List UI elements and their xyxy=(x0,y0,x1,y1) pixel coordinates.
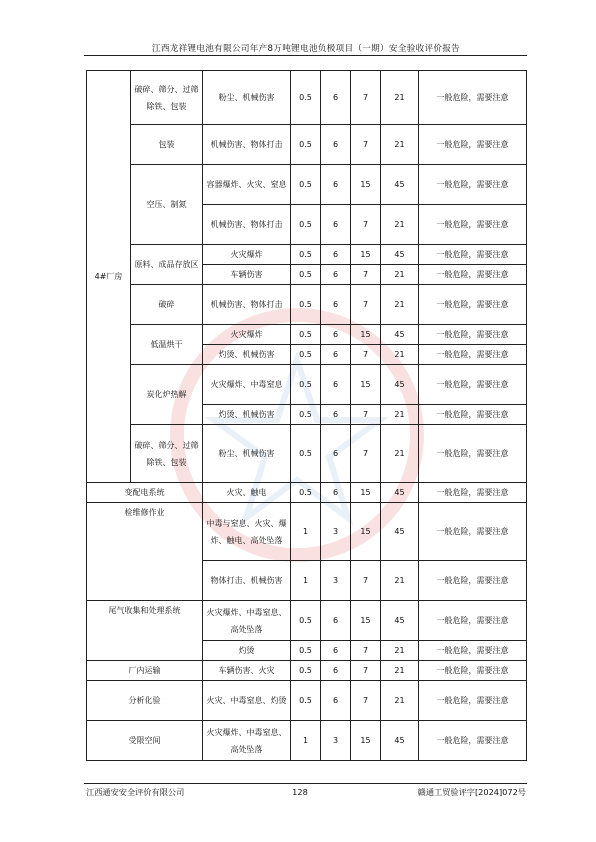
header-rule xyxy=(84,55,527,56)
e-value-cell: 6 xyxy=(321,205,351,245)
risk-evaluation-table xyxy=(86,70,527,761)
table-row xyxy=(87,601,527,641)
l-value-cell: 0.5 xyxy=(291,71,321,125)
c-value-cell: 7 xyxy=(351,681,381,721)
e-value-cell: 6 xyxy=(321,483,351,503)
l-value-cell: 0.5 xyxy=(291,265,321,285)
c-value-cell: 7 xyxy=(351,661,381,681)
c-value-cell: 7 xyxy=(351,561,381,601)
risk-level-cell: 一般危险，需要注意 xyxy=(419,71,527,125)
e-value-cell: 6 xyxy=(321,265,351,285)
table-row xyxy=(87,365,527,405)
d-value-cell: 45 xyxy=(381,721,419,761)
risk-level-cell: 一般危险，需要注意 xyxy=(419,721,527,761)
table-row xyxy=(87,425,527,483)
c-value-cell: 7 xyxy=(351,71,381,125)
d-value-cell: 21 xyxy=(381,561,419,601)
d-value-cell: 21 xyxy=(381,71,419,125)
e-value-cell: 3 xyxy=(321,561,351,601)
d-value-cell: 21 xyxy=(381,125,419,165)
c-value-cell: 15 xyxy=(351,483,381,503)
d-value-cell: 45 xyxy=(381,165,419,205)
l-value-cell: 0.5 xyxy=(291,365,321,405)
l-value-cell: 1 xyxy=(291,721,321,761)
c-value-cell: 7 xyxy=(351,405,381,425)
process-cell: 包装 xyxy=(131,125,203,165)
hazard-cell: 机械伤害、物体打击 xyxy=(203,285,291,325)
l-value-cell: 1 xyxy=(291,561,321,601)
hazard-cell: 火灾爆炸、中毒窒息 xyxy=(203,365,291,405)
l-value-cell: 0.5 xyxy=(291,483,321,503)
c-value-cell: 7 xyxy=(351,265,381,285)
unit-cell: 分析化验 xyxy=(87,681,203,721)
hazard-cell: 车辆伤害 xyxy=(203,265,291,285)
process-cell: 原料、成品存放区 xyxy=(131,245,203,285)
process-cell: 空压、制氮 xyxy=(131,165,203,245)
table-row xyxy=(87,661,527,681)
d-value-cell: 21 xyxy=(381,681,419,721)
c-value-cell: 7 xyxy=(351,285,381,325)
d-value-cell: 45 xyxy=(381,245,419,265)
table-row xyxy=(87,71,527,125)
e-value-cell: 6 xyxy=(321,245,351,265)
e-value-cell: 6 xyxy=(321,71,351,125)
d-value-cell: 45 xyxy=(381,483,419,503)
d-value-cell: 45 xyxy=(381,601,419,641)
hazard-cell: 火灾、触电 xyxy=(203,483,291,503)
footer-company: 江西通安安全评价有限公司 xyxy=(86,787,185,797)
d-value-cell: 21 xyxy=(381,641,419,661)
d-value-cell: 21 xyxy=(381,661,419,681)
footer-rule xyxy=(84,783,527,784)
report-number: 赣通工贸验评字[2024]072号 xyxy=(417,787,526,797)
table-row xyxy=(87,285,527,325)
unit-cell: 尾气收集和处理系统 xyxy=(87,601,203,661)
process-cell: 破碎、筛分、过筛除铁、包装 xyxy=(131,71,203,125)
hazard-cell: 粉尘、机械伤害 xyxy=(203,71,291,125)
l-value-cell: 0.5 xyxy=(291,165,321,205)
risk-level-cell: 一般危险，需要注意 xyxy=(419,205,527,245)
hazard-cell: 机械伤害、物体打击 xyxy=(203,125,291,165)
l-value-cell: 0.5 xyxy=(291,425,321,483)
c-value-cell: 7 xyxy=(351,345,381,365)
hazard-cell: 车辆伤害、火灾 xyxy=(203,661,291,681)
risk-level-cell: 一般危险，需要注意 xyxy=(419,425,527,483)
l-value-cell: 0.5 xyxy=(291,661,321,681)
e-value-cell: 6 xyxy=(321,165,351,205)
risk-level-cell: 一般危险，需要注意 xyxy=(419,641,527,661)
hazard-cell: 机械伤害、物体打击 xyxy=(203,205,291,245)
e-value-cell: 6 xyxy=(321,681,351,721)
risk-level-cell: 一般危险，需要注意 xyxy=(419,165,527,205)
risk-level-cell: 一般危险，需要注意 xyxy=(419,345,527,365)
e-value-cell: 6 xyxy=(321,325,351,345)
l-value-cell: 0.5 xyxy=(291,125,321,165)
risk-level-cell: 一般危险，需要注意 xyxy=(419,285,527,325)
l-value-cell: 0.5 xyxy=(291,601,321,641)
l-value-cell: 0.5 xyxy=(291,245,321,265)
page-number: 128 xyxy=(292,787,308,797)
hazard-cell: 灼烫、机械伤害 xyxy=(203,405,291,425)
l-value-cell: 0.5 xyxy=(291,405,321,425)
hazard-cell: 火灾爆炸 xyxy=(203,325,291,345)
e-value-cell: 3 xyxy=(321,721,351,761)
risk-level-cell: 一般危险，需要注意 xyxy=(419,405,527,425)
c-value-cell: 15 xyxy=(351,721,381,761)
d-value-cell: 21 xyxy=(381,425,419,483)
risk-level-cell: 一般危险，需要注意 xyxy=(419,681,527,721)
e-value-cell: 6 xyxy=(321,365,351,405)
d-value-cell: 21 xyxy=(381,405,419,425)
process-cell: 破碎、筛分、过筛除铁、包装 xyxy=(131,425,203,483)
hazard-cell: 灼烫、机械伤害 xyxy=(203,345,291,365)
c-value-cell: 15 xyxy=(351,503,381,561)
c-value-cell: 15 xyxy=(351,245,381,265)
l-value-cell: 0.5 xyxy=(291,325,321,345)
risk-level-cell: 一般危险，需要注意 xyxy=(419,561,527,601)
c-value-cell: 7 xyxy=(351,425,381,483)
risk-level-cell: 一般危险，需要注意 xyxy=(419,365,527,405)
risk-level-cell: 一般危险，需要注意 xyxy=(419,245,527,265)
e-value-cell: 6 xyxy=(321,425,351,483)
e-value-cell: 6 xyxy=(321,641,351,661)
unit-cell: 4#厂房 xyxy=(87,71,131,483)
e-value-cell: 6 xyxy=(321,125,351,165)
table-row xyxy=(87,325,527,345)
e-value-cell: 6 xyxy=(321,285,351,325)
table-row xyxy=(87,681,527,721)
hazard-cell: 灼烫 xyxy=(203,641,291,661)
hazard-cell: 火灾爆炸、中毒窒息、高处坠落 xyxy=(203,601,291,641)
hazard-cell: 物体打击、机械伤害 xyxy=(203,561,291,601)
table-row xyxy=(87,503,527,561)
c-value-cell: 15 xyxy=(351,601,381,641)
d-value-cell: 21 xyxy=(381,205,419,245)
l-value-cell: 0.5 xyxy=(291,641,321,661)
unit-cell: 受限空间 xyxy=(87,721,203,761)
l-value-cell: 0.5 xyxy=(291,205,321,245)
c-value-cell: 7 xyxy=(351,125,381,165)
page-header-title: 江西龙祥锂电池有限公司年产8万吨锂电池负极项目（一期）安全验收评价报告 xyxy=(151,44,461,54)
c-value-cell: 15 xyxy=(351,365,381,405)
e-value-cell: 6 xyxy=(321,601,351,641)
d-value-cell: 45 xyxy=(381,325,419,345)
risk-level-cell: 一般危险，需要注意 xyxy=(419,661,527,681)
process-cell: 炭化炉热解 xyxy=(131,365,203,425)
unit-cell: 变配电系统 xyxy=(87,483,203,503)
risk-level-cell: 一般危险，需要注意 xyxy=(419,601,527,641)
table-row xyxy=(87,125,527,165)
risk-level-cell: 一般危险，需要注意 xyxy=(419,125,527,165)
d-value-cell: 45 xyxy=(381,503,419,561)
hazard-cell: 容器爆炸、火灾、窒息 xyxy=(203,165,291,205)
l-value-cell: 0.5 xyxy=(291,681,321,721)
l-value-cell: 1 xyxy=(291,503,321,561)
table-row xyxy=(87,245,527,265)
e-value-cell: 6 xyxy=(321,661,351,681)
l-value-cell: 0.5 xyxy=(291,285,321,325)
e-value-cell: 6 xyxy=(321,345,351,365)
e-value-cell: 6 xyxy=(321,405,351,425)
hazard-cell: 火灾爆炸、中毒窒息、高处坠落 xyxy=(203,721,291,761)
hazard-cell: 火灾、中毒窒息、灼烫 xyxy=(203,681,291,721)
c-value-cell: 7 xyxy=(351,205,381,245)
hazard-cell: 中毒与窒息、火灾、爆炸、触电、高处坠落 xyxy=(203,503,291,561)
hazard-cell: 粉尘、机械伤害 xyxy=(203,425,291,483)
unit-cell: 厂内运输 xyxy=(87,661,203,681)
e-value-cell: 3 xyxy=(321,503,351,561)
d-value-cell: 21 xyxy=(381,285,419,325)
c-value-cell: 15 xyxy=(351,325,381,345)
d-value-cell: 21 xyxy=(381,265,419,285)
c-value-cell: 7 xyxy=(351,641,381,661)
d-value-cell: 21 xyxy=(381,345,419,365)
table-row xyxy=(87,165,527,205)
table-row xyxy=(87,721,527,761)
l-value-cell: 0.5 xyxy=(291,345,321,365)
risk-level-cell: 一般危险，需要注意 xyxy=(419,503,527,561)
risk-level-cell: 一般危险，需要注意 xyxy=(419,483,527,503)
process-cell: 破碎 xyxy=(131,285,203,325)
process-cell: 低温烘干 xyxy=(131,325,203,365)
risk-level-cell: 一般危险，需要注意 xyxy=(419,265,527,285)
hazard-cell: 火灾爆炸 xyxy=(203,245,291,265)
table-row xyxy=(87,483,527,503)
unit-cell: 检维修作业 xyxy=(87,503,203,601)
c-value-cell: 15 xyxy=(351,165,381,205)
risk-level-cell: 一般危险，需要注意 xyxy=(419,325,527,345)
d-value-cell: 45 xyxy=(381,365,419,405)
